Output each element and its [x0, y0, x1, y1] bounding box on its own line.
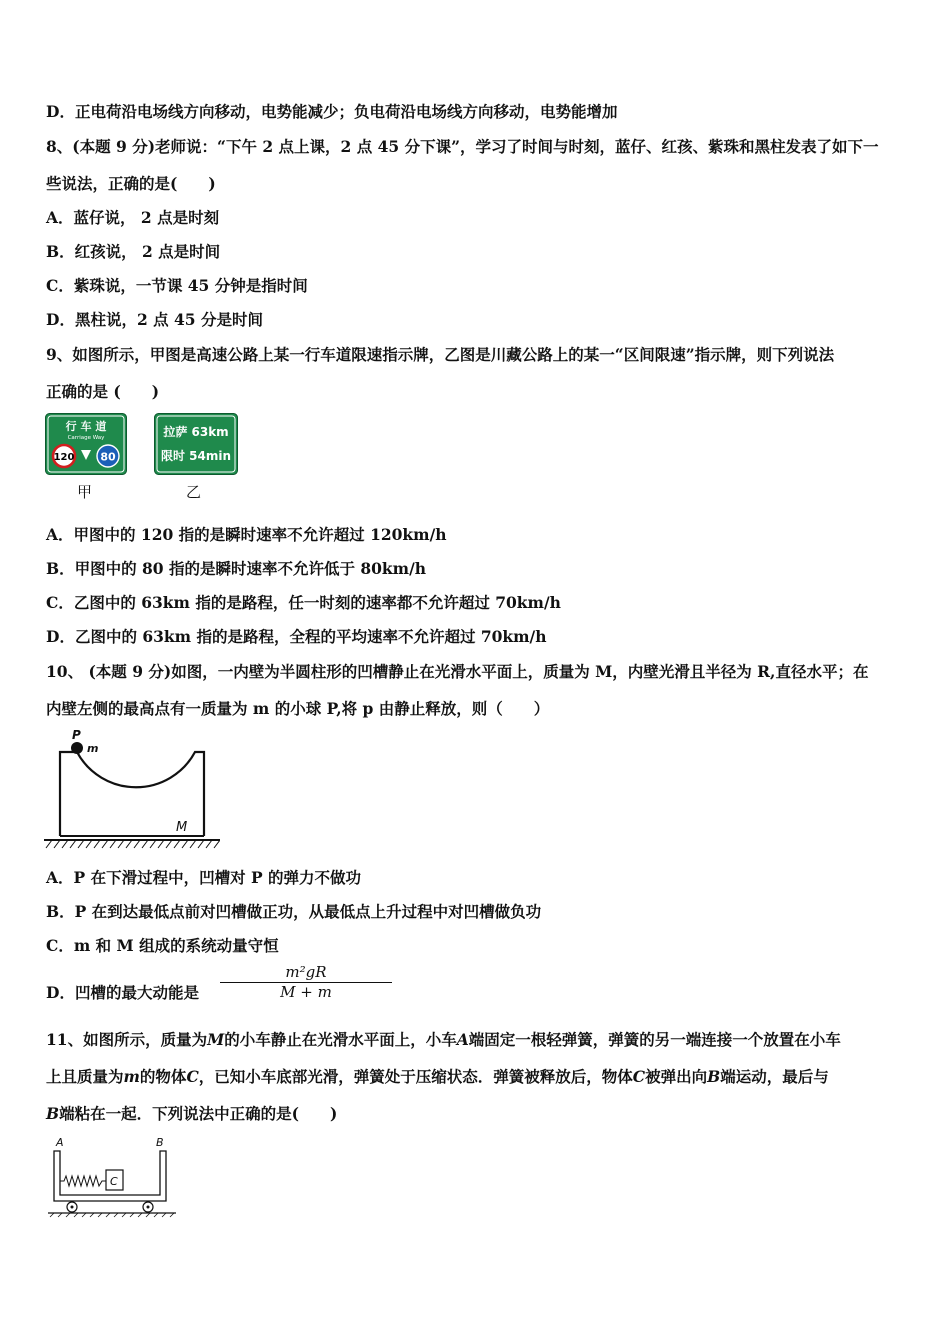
q10-stem-line1: 10、 (本题 9 分)如图，一内壁为半圆柱形的凹槽静止在光滑水平面上，质量为 M，内壁光滑且半径为 R,直径水平；在	[46, 662, 869, 681]
q9-stem-line1: 9、如图所示，甲图是高速公路上某一行车道限速指示牌，乙图是川藏公路上的某一“区间限速”指示牌，则下列说法	[46, 345, 835, 364]
ball-p	[71, 742, 83, 754]
q9-option-c: C．乙图中的 63km 指的是路程，任一时刻的速率都不允许超过 70km/h	[46, 593, 561, 612]
formula-numerator: m²gR	[285, 963, 327, 981]
q11-stem-line3: B端粘在一起．下列说法中正确的是( )	[46, 1104, 338, 1123]
q10-option-c: C．m 和 M 组成的系统动量守恒	[46, 936, 279, 955]
q8-option-b: B．红孩说， 2 点是时间	[46, 242, 221, 261]
fig-label-m: m	[87, 742, 99, 755]
groove-figure	[44, 728, 220, 853]
fig-label-p: P	[72, 728, 81, 742]
q10-option-a: A．P 在下滑过程中，凹槽对 P 的弹力不做功	[46, 868, 362, 887]
q8-stem-line2: 些说法，正确的是( )	[46, 174, 216, 193]
q10-option-d: D．凹槽的最大动能是	[46, 983, 199, 1002]
sign-jia-subtitle: Carriage Way	[67, 435, 105, 441]
sign-jia-min: 80	[100, 450, 116, 464]
q10-option-b: B．P 在到达最低点前对凹槽做正功，从最低点上升过程中对凹槽做负功	[46, 902, 542, 921]
cart-figure	[44, 1135, 184, 1219]
q8-option-c: C．紫珠说，一节课 45 分钟是指时间	[46, 276, 308, 295]
carriage-way-sign	[45, 413, 127, 475]
sign-yi-line2: 限时 54min	[160, 449, 232, 463]
fig-label-M: M	[176, 820, 188, 835]
q8-option-d: D．黑柱说，2 点 45 分是时间	[46, 310, 263, 329]
q11-stem-line1: 11、如图所示，质量为M的小车静止在光滑水平面上，小车A端固定一根轻弹簧，弹簧的另一端连接一个放置在小车	[46, 1030, 841, 1049]
fig-label-b: B	[156, 1136, 164, 1149]
fig-label-a: A	[56, 1136, 64, 1149]
q10-stem-line2: 内壁左侧的最高点有一质量为 m 的小球 P,将 p 由静止释放，则（ ）	[46, 699, 550, 718]
q9-option-a: A．甲图中的 120 指的是瞬时速率不允许超过 120km/h	[46, 525, 447, 544]
q9-option-d: D．乙图中的 63km 指的是路程，全程的平均速率不允许超过 70km/h	[46, 627, 547, 646]
q8-option-a: A．蓝仔说， 2 点是时刻	[46, 208, 220, 227]
sign-jia-title: 行 车 道	[65, 420, 107, 433]
sign-jia-max: 120	[53, 452, 75, 463]
sign-yi-line1: 拉萨 63km	[163, 425, 229, 439]
q7-option-d: D．正电荷沿电场线方向移动，电势能减少；负电荷沿电场线方向移动，电势能增加	[46, 102, 618, 121]
formula-fraction	[220, 964, 392, 1001]
q11-stem-line2: 上且质量为m的物体C，已知小车底部光滑，弹簧处于压缩状态．弹簧被释放后，物体C被弹出向B端运动，最后与	[46, 1067, 829, 1086]
caption-yi: 乙	[186, 483, 202, 501]
section-speed-sign	[154, 413, 238, 475]
caption-jia: 甲	[77, 483, 93, 501]
q8-stem-line1: 8、(本题 9 分)老师说：“下午 2 点上课，2 点 45 分下课”，学习了时间与时刻，蓝仔、红孩、紫珠和黑柱发表了如下一	[46, 137, 879, 156]
formula-denominator: M + m	[280, 983, 332, 1001]
fig-label-c: C	[110, 1175, 118, 1188]
q9-stem-line2: 正确的是 ( )	[46, 382, 160, 401]
q9-option-b: B．甲图中的 80 指的是瞬时速率不允许低于 80km/h	[46, 559, 427, 578]
